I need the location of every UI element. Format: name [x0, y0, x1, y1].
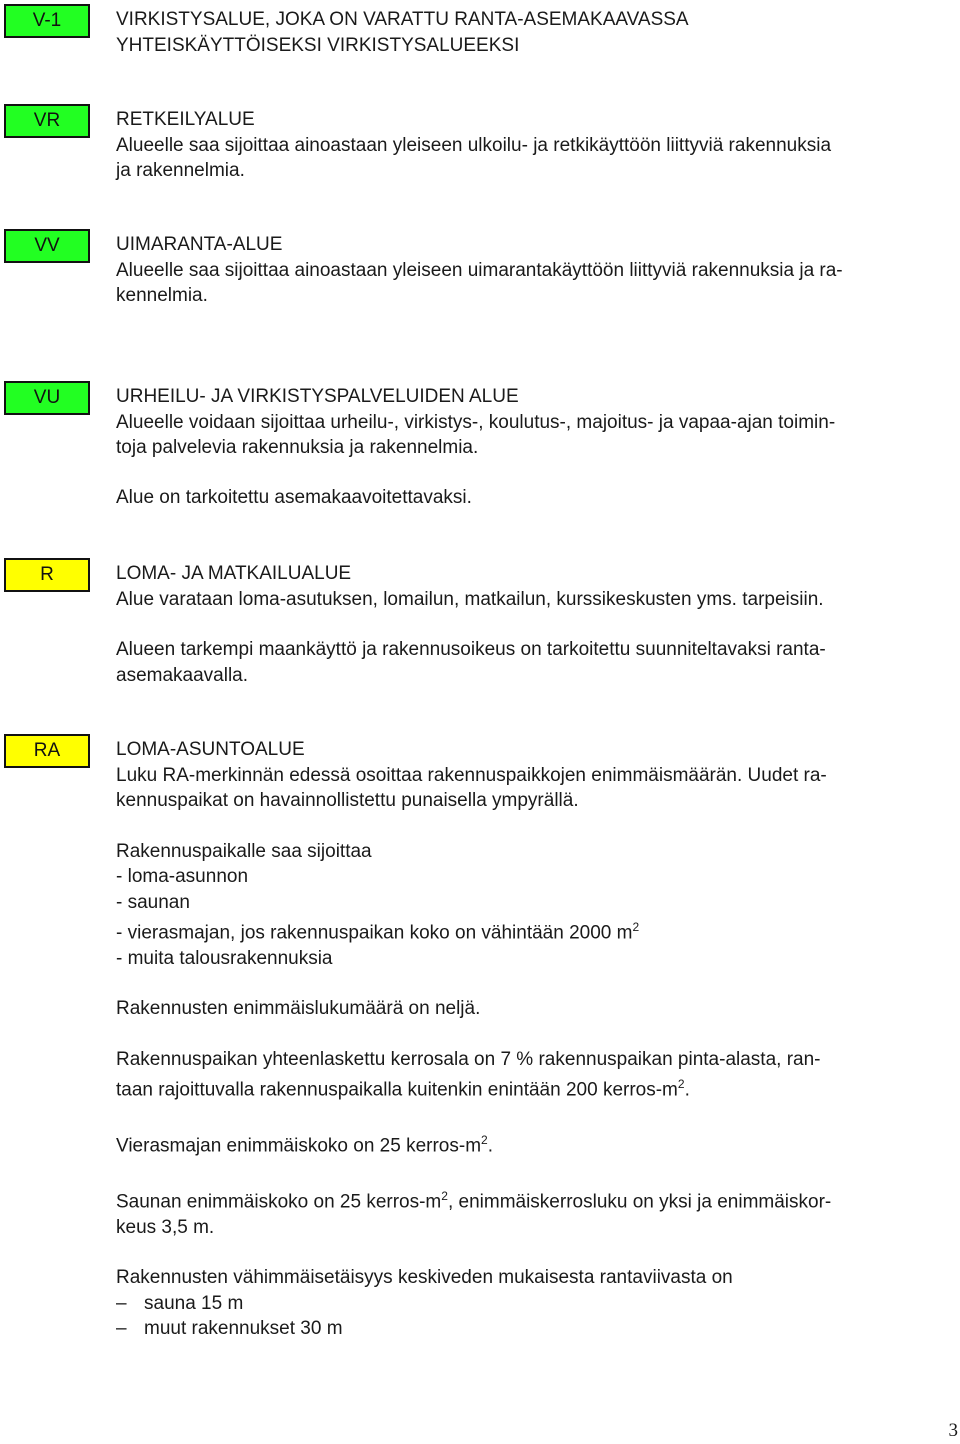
dash-bullet: – — [116, 1318, 127, 1340]
zone-code-badge: VU — [4, 381, 90, 415]
list-item-text: sauna 15 m — [144, 1292, 244, 1314]
zone-code-badge: VV — [4, 229, 90, 263]
list-item: - saunan — [116, 891, 190, 913]
entry-text — [116, 737, 948, 1342]
dash-bullet: – — [116, 1292, 127, 1314]
zone-code-badge: V-1 — [4, 4, 90, 38]
list-item: - loma-asunnon — [116, 866, 249, 887]
entry-line: Alueelle saa sijoittaa ainoastaan yleiseen ulkoilu- ja retkikäyttöön liittyviä rakennuksia — [116, 134, 832, 156]
entry-title: LOMA-ASUNTOALUE — [116, 739, 305, 760]
entry-line — [116, 1184, 948, 1215]
list-item — [116, 1316, 948, 1342]
entry-title: LOMA- JA MATKAILUALUE — [116, 563, 352, 584]
entry-line: Alue varataan loma-asutuksen, lomailun, matkailun, kurssikeskusten yms. tarpeisiin. — [116, 588, 824, 610]
entry-text — [116, 384, 948, 510]
entry-line: Alueelle saa sijoittaa ainoastaan yleiseen uimarantakäyttöön liittyviä rakennuksia ja ra- — [116, 259, 843, 281]
entry-line: Alue on tarkoitettu asemakaavoitettavaksi. — [116, 486, 472, 508]
list-item: - muita talousrakennuksia — [116, 947, 333, 969]
list-item — [116, 915, 948, 946]
page-number: 3 — [948, 1420, 958, 1441]
entry-text — [116, 107, 948, 184]
entry-line: toja palvelevia rakennuksia ja rakennelmia. — [116, 437, 479, 458]
entry-title: RETKEILYALUE — [116, 109, 255, 130]
entry-text — [116, 561, 948, 688]
superscript: 2 — [632, 920, 640, 934]
zone-code-badge: VR — [4, 104, 90, 138]
entry-line: kennuspaikat on havainnollistettu punaisella ympyrällä. — [116, 790, 579, 811]
entry-line: ja rakennelmia. — [116, 160, 245, 181]
entry-text — [116, 232, 948, 309]
entry-text — [116, 7, 948, 58]
list-item — [116, 1291, 948, 1317]
list-item-text: muut rakennukset 30 m — [144, 1318, 343, 1340]
entry-line: Alueelle voidaan sijoittaa urheilu-, virkistys-, koulutus-, majoitus- ja vapaa-ajan toimin- — [116, 411, 836, 433]
line-text: Vierasmajan enimmäiskoko on 25 kerros-m — [116, 1135, 482, 1157]
entry-line: keus 3,5 m. — [116, 1216, 215, 1238]
entry-line: Rakennuspaikalle saa sijoittaa — [116, 840, 372, 862]
entry-title: URHEILU- JA VIRKISTYSPALVELUIDEN ALUE — [116, 386, 519, 407]
entry-line: Luku RA-merkinnän edessä osoittaa rakennuspaikkojen enimmäismäärän. Uudet ra- — [116, 764, 827, 786]
line-end: . — [684, 1079, 690, 1101]
superscript: 2 — [677, 1077, 685, 1092]
entry-title: UIMARANTA-ALUE — [116, 234, 283, 255]
entry-line — [116, 1128, 948, 1159]
entry-line: Rakennuspaikan yhteenlaskettu kerrosala on 7 % rakennuspaikan pinta-alasta, ran- — [116, 1048, 821, 1070]
entry-line: YHTEISKÄYTTÖISEKSI VIRKISTYSALUEEKSI — [116, 34, 520, 56]
entry-title: VIRKISTYSALUE, JOKA ON VARATTU RANTA-ASEMAKAAVASSA — [116, 9, 689, 30]
zone-code-badge: RA — [4, 734, 90, 768]
superscript: 2 — [441, 1188, 448, 1203]
entry-line: asemakaavalla. — [116, 664, 249, 686]
list-item-text: - vierasmajan, jos rakennuspaikan koko on vähintään 2000 m — [116, 922, 633, 944]
line-text: , enimmäiskerrosluku on yksi ja enimmäiskor- — [447, 1191, 832, 1213]
entry-line: Rakennusten enimmäislukumäärä on neljä. — [116, 998, 481, 1020]
entry-line: Alueen tarkempi maankäyttö ja rakennusoikeus on tarkoitettu suunniteltavaksi ranta- — [116, 639, 826, 660]
entry-line: Rakennusten vähimmäisetäisyys keskiveden mukaisesta rantaviivasta on — [116, 1267, 733, 1289]
line-text: Saunan enimmäiskoko on 25 kerros-m — [116, 1191, 442, 1213]
entry-line — [116, 1072, 948, 1103]
line-end: . — [487, 1135, 493, 1157]
zone-code-badge: R — [4, 558, 90, 592]
entry-line: kennelmia. — [116, 285, 208, 306]
line-text: taan rajoittuvalla rakennuspaikalla kuitenkin enintään 200 kerros-m — [116, 1079, 678, 1101]
superscript: 2 — [481, 1133, 488, 1148]
